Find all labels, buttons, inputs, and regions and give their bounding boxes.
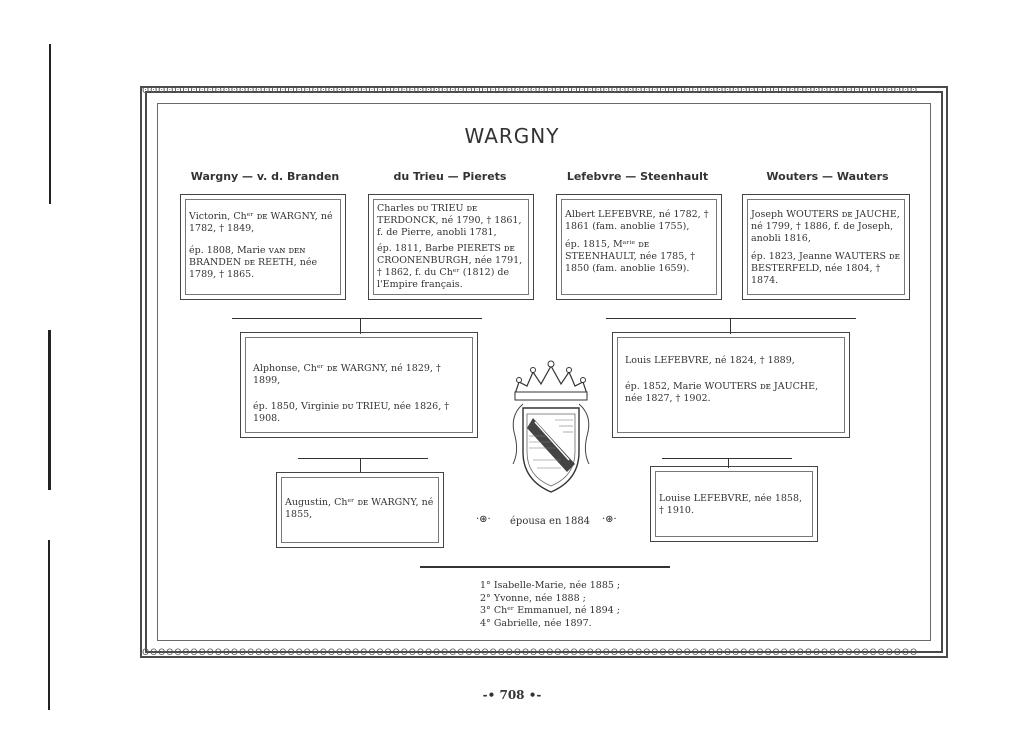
box-lefebvre-grandparents (556, 194, 722, 300)
children-separator (420, 566, 670, 568)
page-title: WARGNY (464, 124, 560, 148)
entry-augustin: Augustin, Chᵉʳ ᴅᴇ WARGNY, né 1855, (285, 497, 434, 520)
box-wargny-grandparents (180, 194, 346, 300)
entry-jeanne-wauters: ép. 1823, Jeanne WAUTERS ᴅᴇ BESTERFELD, née 1804, † 1874. (751, 251, 900, 286)
connector-down-augustin (360, 458, 361, 472)
connector-wargny-trieu (232, 318, 482, 319)
entry-marie-de-steenhault: ép. 1815, Mᵃʳⁱᵉ ᴅᴇ STEENHAULT, née 1785, † 1850 (fam. anoblie 1659). (565, 239, 696, 274)
list-item: 1° Isabelle-Marie, née 1885 ; (480, 580, 621, 591)
scan-edge-line (48, 330, 51, 490)
box-louise (650, 466, 818, 542)
entry-alphonse: Alphonse, Chᵉʳ ᴅᴇ WARGNY, né 1829, † 1899, (253, 363, 441, 386)
connector-louis-louise (662, 458, 792, 459)
box-augustin (276, 472, 444, 548)
box-wouters-grandparents (742, 194, 910, 300)
ornament-right: ·⊛· (602, 514, 617, 525)
box-louis-marie (612, 332, 850, 438)
column-heading-trieu: du Trieu — Pierets (393, 170, 507, 183)
marriage-text: épousa en 1884 (510, 516, 591, 527)
box-alphonse-virginie (240, 332, 478, 438)
ornament-band-top: ʘʘʘʘʘʘʘʘʘʘʘʘʘʘʘʘʘʘʘʘʘʘʘʘʘʘʘʘʘʘʘʘʘʘʘʘʘʘʘʘʘʘʘʘʘʘʘʘʘʘʘʘʘʘʘʘʘʘʘʘʘʘʘʘʘʘʘʘʘʘʘʘʘʘʘʘʘʘʘʘʘʘʘʘʘʘʘʘʘʘʘʘʘʘʘʘ (142, 86, 919, 96)
column-heading-wargny: Wargny — v. d. Branden (190, 170, 340, 183)
scan-edge-line (48, 540, 50, 710)
entry-virginie: ép. 1850, Virginie ᴅᴜ TRIEU, née 1826, † 1908. (253, 401, 449, 424)
entry-barbe-pierets: ép. 1811, Barbe PIERETS ᴅᴇ CROONENBURGH, née 1791, † 1862, f. du Chᵉʳ (1812) de l'Empire français. (377, 243, 523, 290)
box-trieu-grandparents (368, 194, 534, 300)
crowned-coat-of-arms-icon (505, 356, 597, 496)
connector-alphonse-augustin (298, 458, 428, 459)
connector-lefebvre-wouters (606, 318, 856, 319)
list-item: 3° Chᵉʳ Emmanuel, né 1894 ; (480, 605, 620, 616)
entry-joseph-wouters: Joseph WOUTERS ᴅᴇ JAUCHE, né 1799, † 1886, f. de Joseph, anobli 1816, (751, 209, 900, 244)
list-item: 4° Gabrielle, née 1897. (480, 617, 592, 629)
entry-albert-lefebvre: Albert LEFEBVRE, né 1782, † 1861 (fam. anoblie 1755), (565, 209, 709, 232)
entry-marie-van-den-branden: ép. 1808, Marie ᴠᴀɴ ᴅᴇɴ BRANDEN ᴅᴇ REETH, née 1789, † 1865. (189, 245, 318, 280)
entry-charles-du-trieu: Charles ᴅᴜ TRIEU ᴅᴇ TERDONCK, né 1790, † 1861, f. de Pierre, anobli 1781, (377, 203, 522, 238)
children-list (480, 580, 620, 630)
page-number: -• 708 •- (482, 688, 542, 702)
ornament-left: ·⊛· (476, 514, 491, 525)
entry-louis: Louis LEFEBVRE, né 1824, † 1889, (625, 355, 795, 366)
entry-marie-wouters: ép. 1852, Marie WOUTERS ᴅᴇ JAUCHE, née 1827, † 1902. (625, 381, 819, 404)
entry-victorin: Victorin, Chᵉʳ ᴅᴇ WARGNY, né 1782, † 1849, (189, 211, 333, 234)
ornament-band-bottom: ʘʘʘʘʘʘʘʘʘʘʘʘʘʘʘʘʘʘʘʘʘʘʘʘʘʘʘʘʘʘʘʘʘʘʘʘʘʘʘʘʘʘʘʘʘʘʘʘʘʘʘʘʘʘʘʘʘʘʘʘʘʘʘʘʘʘʘʘʘʘʘʘʘʘʘʘʘʘʘʘʘʘʘʘʘʘʘʘʘʘʘʘʘʘʘʘ (142, 648, 919, 658)
column-heading-lefebvre: Lefebvre — Steenhault (566, 170, 709, 183)
column-heading-wouters: Wouters — Wauters (766, 170, 889, 183)
entry-louise: Louise LEFEBVRE, née 1858, † 1910. (659, 493, 803, 516)
list-item: 2° Yvonne, née 1888 ; (480, 592, 586, 604)
